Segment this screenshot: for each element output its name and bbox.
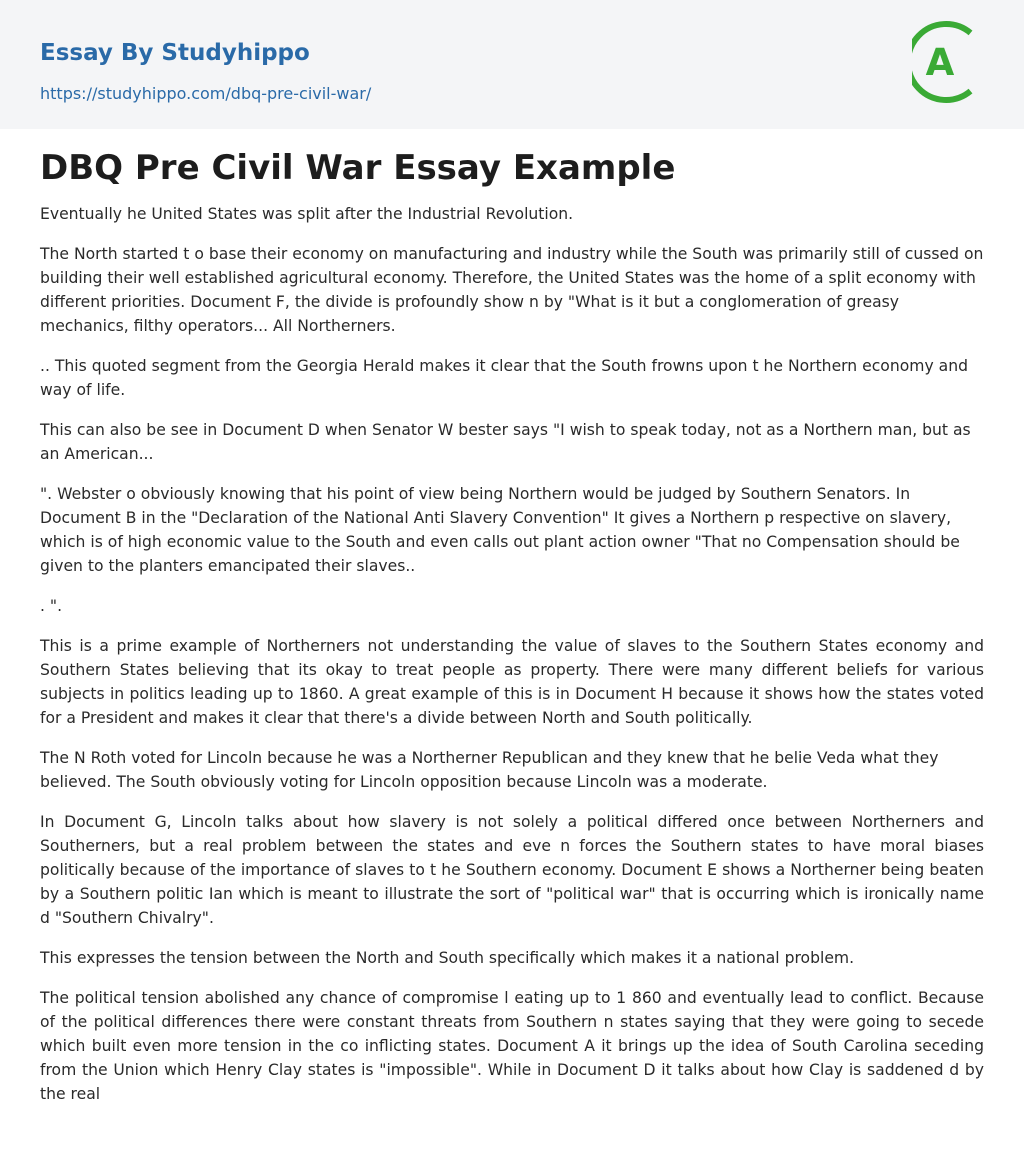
paragraph-10: This expresses the tension between the North and South specifically which makes it a national problem. <box>40 949 855 967</box>
paragraph-4: This can also be see in Document D when Senator W bester says "I wish to speak today, not as a Northern man, but as an American... <box>40 421 971 463</box>
paragraph-7: This is a prime example of Northerners not understanding the value of slaves to the Southern States economy and Southern States believing that its okay to treat people as property. There were many different beliefs for various subjects in politics leading up to 1860. A great example of this is in Document H because it shows how the states voted for a President and makes it clear that there's a divide between North and South politically. <box>40 637 984 727</box>
paragraph-1: Eventually he United States was split after the Industrial Revolution. <box>40 205 574 223</box>
studyhippo-logo-icon[interactable] <box>912 18 988 106</box>
page-title: DBQ Pre Civil War Essay Example <box>40 148 676 188</box>
paragraph-8: The N Roth voted for Lincoln because he was a Northerner Republican and they knew that he belie Veda what they believed. The South obviously voting for Lincoln opposition because Lincoln was a moderate. <box>40 749 939 791</box>
paragraph-3: .. This quoted segment from the Georgia Herald makes it clear that the South frowns upon t he Northern economy and way of life. <box>40 357 968 399</box>
paragraph-6: . ". <box>40 597 63 615</box>
site-header <box>0 0 1024 129</box>
page-url-link[interactable]: https://studyhippo.com/dbq-pre-civil-war/ <box>40 84 372 103</box>
paragraph-5: ". Webster o obviously knowing that his point of view being Northern would be judged by Southern Senators. In Document B in the "Declaration of the National Anti Slavery Convention" It gives a Northern p respective on slavery, which is of high economic value to the South and even calls out plant action owner "That no Compensation should be given to the planters emancipated their slaves.. <box>40 485 960 575</box>
essay-content <box>0 129 1024 1106</box>
paragraph-9: In Document G, Lincoln talks about how slavery is not solely a political differed once between Northerners and Southerners, but a real problem between the states and eve n forces the Southern states to have moral biases politically because of the importance of slaves to t he Southern economy. Document E shows a Northerner being beaten by a Southern politic Ian which is meant to illustrate the sort of "political war" that is occurring which is ironically name d "Southern Chivalry". <box>40 813 984 927</box>
paragraph-2: The North started t o base their economy on manufacturing and industry while the South was primarily still of cussed on building their well established agricultural economy. Therefore, the United States was the home of a split economy with different priorities. Document F, the divide is profoundly show n by "What is it but a conglomeration of greasy mechanics, filthy operators... All Northerners. <box>40 245 984 335</box>
logo-letter: A <box>925 41 955 84</box>
paragraph-11: The political tension abolished any chance of compromise l eating up to 1 860 and eventually lead to conflict. Because of the political differences there were constant threats from Southern n states saying that they were going to secede which built even more tension in the co inflicting states. Document A it brings up the idea of South Carolina seceding from the Union which Henry Clay states is "impossible". While in Document D it talks about how Clay is saddened d by the real <box>40 989 984 1103</box>
brand-title[interactable]: Essay By Studyhippo <box>40 40 310 66</box>
